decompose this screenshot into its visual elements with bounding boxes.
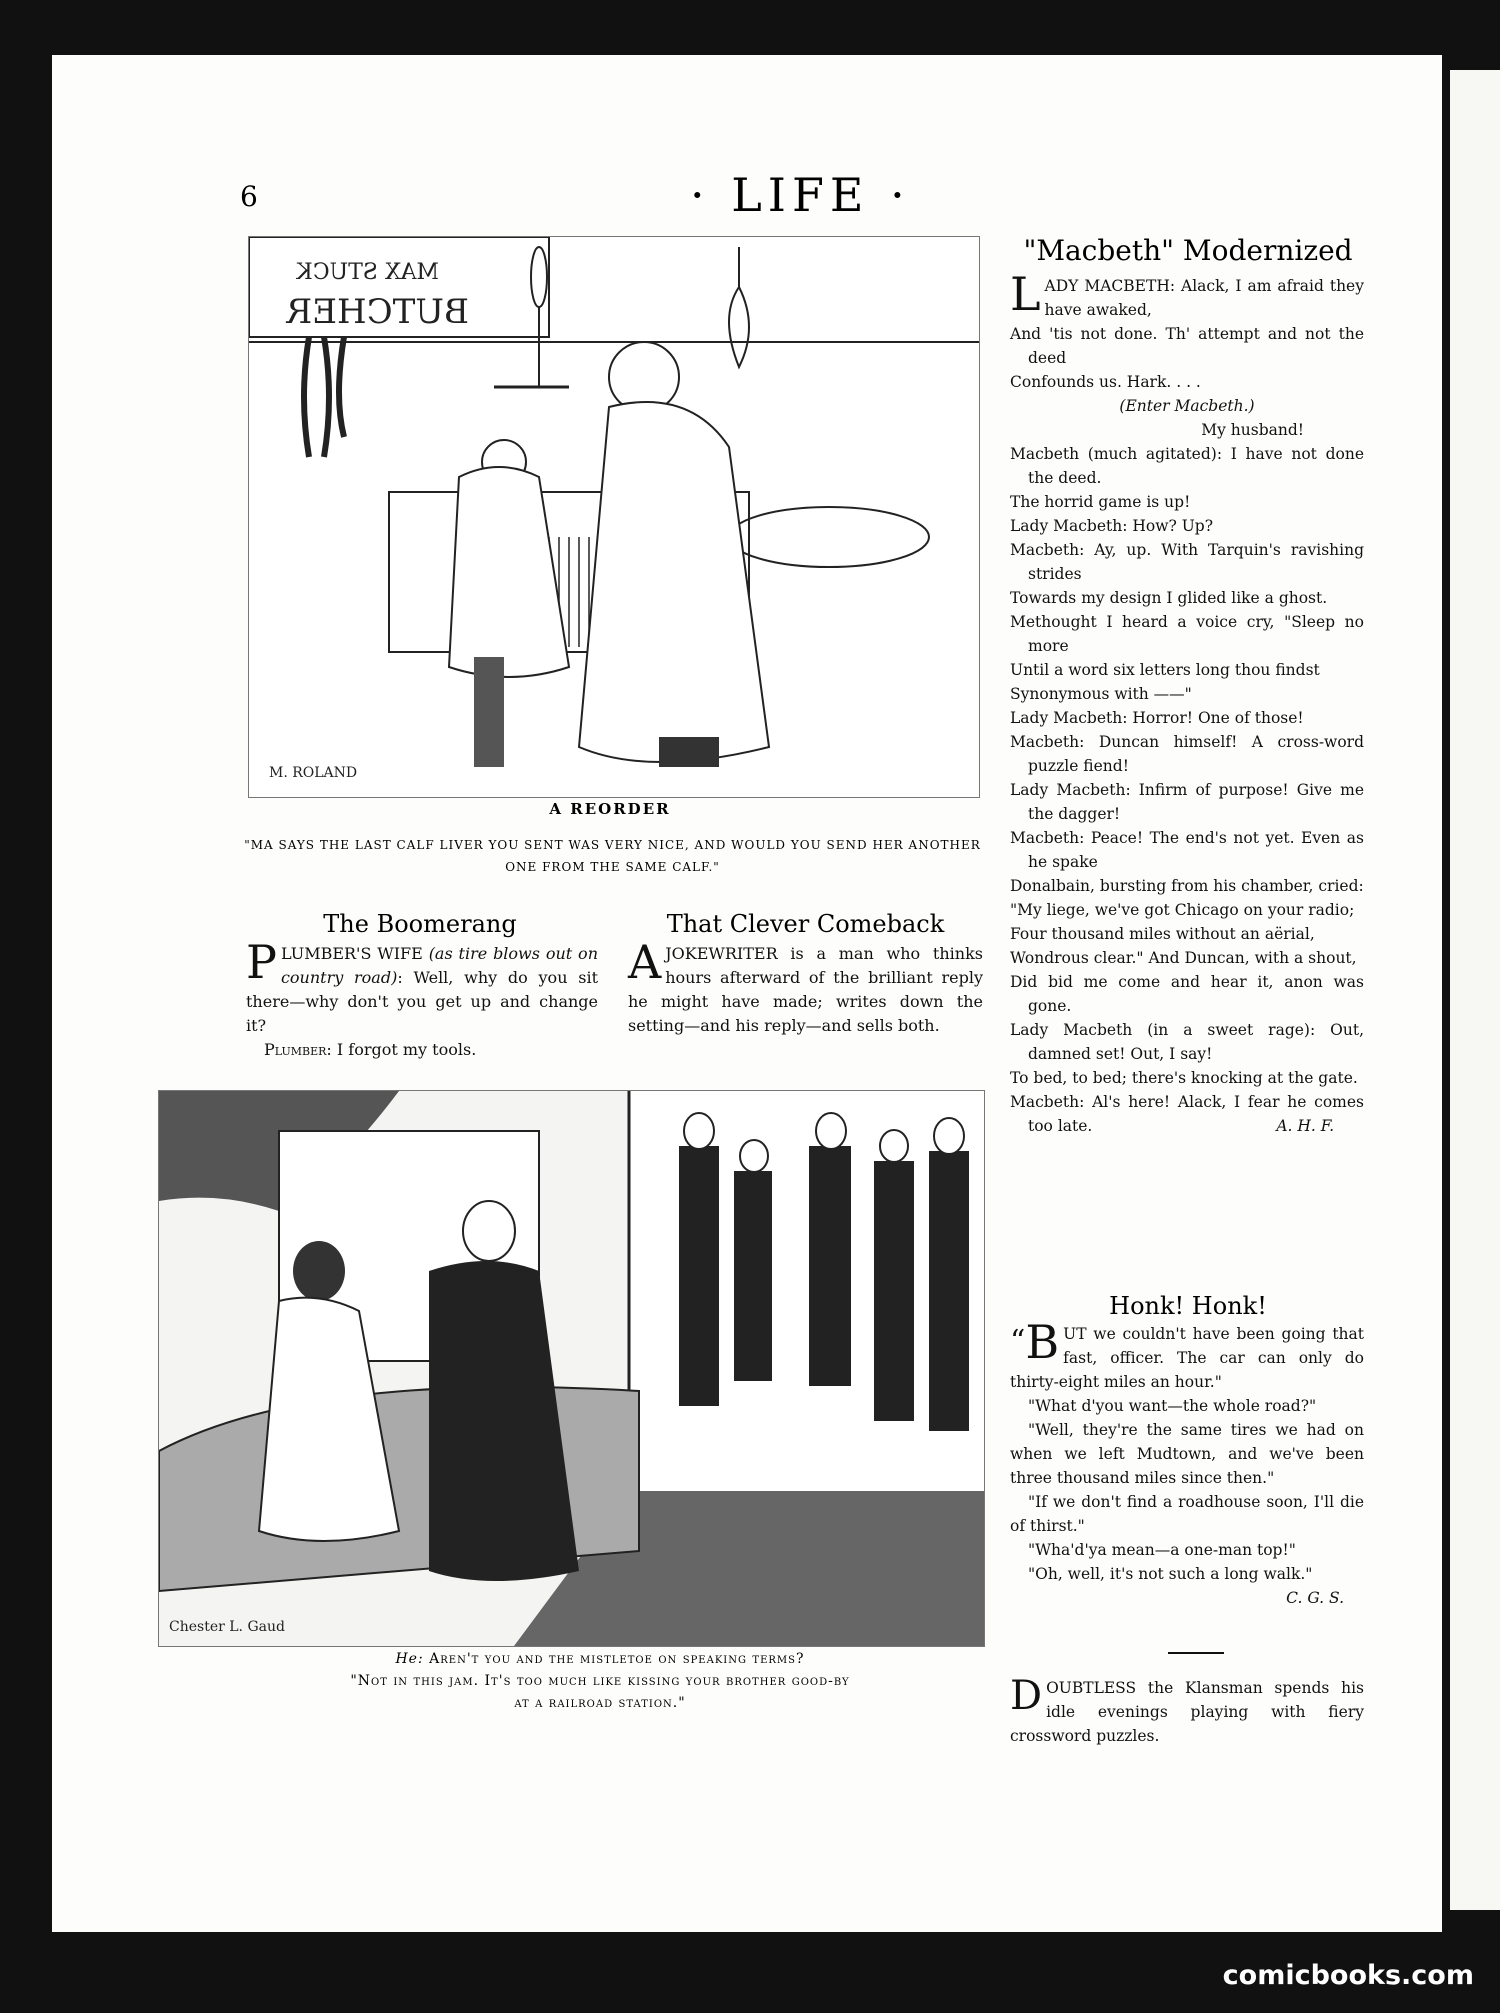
- boomerang-title: The Boomerang: [323, 910, 517, 938]
- macbeth-line: Until a word six letters long thou findst: [1010, 661, 1320, 679]
- honk-line: "Well, they're the same tires we had on when we left Mudtown, and we've been three thousand miles since then.": [1010, 1421, 1364, 1487]
- caption-line: at a railroad station.": [514, 1695, 686, 1711]
- cartoon-caption: "MA SAYS THE LAST CALF LIVER YOU SENT WAS VERY NICE, AND WOULD YOU SEND HER ANOTHER ONE FROM THE SAME CALF.": [244, 838, 981, 874]
- adjacent-page-edge: [1450, 70, 1500, 1910]
- shop-sign-top: MAX STUCK: [296, 260, 439, 285]
- caption-line: "Not in this jam. It's too much like kissing your brother good-by: [350, 1673, 850, 1689]
- macbeth-line: My husband!: [1201, 421, 1304, 439]
- artist-signature: M. ROLAND: [269, 765, 358, 781]
- drop-cap: P: [246, 935, 277, 989]
- macbeth-line: (Enter Macbeth.): [1119, 397, 1255, 415]
- macbeth-line: Four thousand miles without an aërial,: [1010, 925, 1315, 943]
- macbeth-line: Methought I heard a voice cry, "Sleep no more: [1010, 613, 1364, 655]
- butcher-cartoon: [248, 236, 980, 798]
- butcher-cartoon-drawing: [249, 237, 979, 797]
- drop-cap: L: [1010, 267, 1041, 321]
- macbeth-line: Macbeth (much agitated): I have not done the deed.: [1010, 445, 1364, 487]
- boomerang-line: : Well, why do you sit there—why don't you get up and change it?: [246, 968, 598, 1035]
- reply-text: : I forgot my tools.: [326, 1040, 477, 1059]
- macbeth-line: The horrid game is up!: [1010, 493, 1191, 511]
- comeback-text: [628, 935, 983, 1038]
- shop-sign-bottom: BUTCHER: [286, 292, 469, 332]
- honk-line: "Wha'd'ya mean—a one-man top!": [1028, 1541, 1296, 1559]
- macbeth-line: Did bid me come and hear it, anon was gone.: [1010, 973, 1364, 1015]
- macbeth-signature: A. H. F.: [1276, 1117, 1334, 1135]
- macbeth-line: Wondrous clear." And Duncan, with a shout,: [1010, 949, 1357, 967]
- macbeth-line: Lady Macbeth: Infirm of purpose! Give me the dagger!: [1010, 781, 1364, 823]
- klansman-text: [1010, 1673, 1364, 1748]
- macbeth-line: Lady Macbeth: How? Up?: [1010, 517, 1214, 535]
- page-number: 6: [240, 180, 258, 213]
- macbeth-title: "Macbeth" Modernized: [1023, 234, 1353, 267]
- macbeth-line: Macbeth: Duncan himself! A cross-word puzzle fiend!: [1010, 733, 1364, 775]
- macbeth-line: Macbeth: Peace! The end's not yet. Even as he spake: [1010, 829, 1364, 871]
- macbeth-line: Towards my design I glided like a ghost.: [1010, 589, 1328, 607]
- comeback-title: That Clever Comeback: [666, 910, 945, 938]
- open-quote: “: [1010, 1324, 1026, 1359]
- macbeth-text: [1010, 267, 1364, 1138]
- klansman-body: OUBTLESS the Klansman spends his idle evenings playing with fiery crossword puzzles.: [1010, 1679, 1364, 1745]
- macbeth-line: Lady Macbeth: Horror! One of those!: [1010, 709, 1304, 727]
- drop-cap: D: [1010, 1673, 1043, 1719]
- honk-title: Honk! Honk!: [1109, 1292, 1267, 1320]
- macbeth-line: LADY MACBETH: Alack, I am afraid they have awaked,: [1010, 267, 1364, 321]
- divider-rule: [1168, 1652, 1224, 1654]
- macbeth-line: Donalbain, bursting from his chamber, cried:: [1010, 877, 1364, 895]
- macbeth-line: "My liege, we've got Chicago on your radio;: [1010, 901, 1355, 919]
- honk-line: “ B UT we couldn't have been going that fast, officer. The car can only do thirty-eight miles an hour.": [1010, 1315, 1364, 1391]
- macbeth-line: Macbeth: Al's here! Alack, I fear he comes too late.: [1010, 1093, 1364, 1135]
- masthead: · LIFE ·: [690, 168, 911, 222]
- drop-cap: A: [628, 935, 662, 989]
- boomerang-text: [246, 935, 598, 1062]
- boomerang-speaker: LUMBER'S WIFE: [280, 944, 429, 963]
- watermark: comicbooks.com: [1222, 1960, 1474, 1991]
- macbeth-line: Confounds us. Hark. . . .: [1010, 373, 1201, 391]
- reply-speaker: Plumber: [264, 1040, 327, 1059]
- stage-direction: (as tire blows out on country road): [280, 944, 598, 987]
- macbeth-line: Synonymous with ——": [1010, 685, 1192, 703]
- honk-line: "What d'you want—the whole road?": [1028, 1397, 1317, 1415]
- drop-cap: B: [1025, 1315, 1060, 1369]
- macbeth-line: To bed, to bed; there's knocking at the gate.: [1010, 1069, 1358, 1087]
- honk-line: "Oh, well, it's not such a long walk.": [1028, 1565, 1313, 1583]
- honk-text: [1010, 1315, 1364, 1610]
- artist-signature: Chester L. Gaud: [169, 1619, 285, 1635]
- macbeth-line: And 'tis not done. Th' attempt and not the deed: [1010, 325, 1364, 367]
- dance-cartoon-drawing: [159, 1091, 984, 1646]
- caption-line: Aren't you and the mistletoe on speaking terms?: [429, 1651, 805, 1667]
- cartoon-title: A REORDER: [549, 800, 671, 818]
- honk-signature: C. G. S.: [1286, 1589, 1344, 1607]
- macbeth-line: Lady Macbeth (in a sweet rage): Out, damned set! Out, I say!: [1010, 1021, 1364, 1063]
- dance-cartoon: [158, 1090, 985, 1647]
- honk-line: "If we don't find a roadhouse soon, I'll die of thirst.": [1010, 1493, 1364, 1535]
- macbeth-line: Macbeth: Ay, up. With Tarquin's ravishing strides: [1010, 541, 1364, 583]
- comeback-body: JOKEWRITER is a man who thinks hours afterward of the brilliant reply he might have made; writes down the setting—and his reply—and sells both.: [628, 944, 983, 1035]
- caption-speaker: He:: [395, 1651, 424, 1667]
- dance-caption: [200, 1648, 1000, 1714]
